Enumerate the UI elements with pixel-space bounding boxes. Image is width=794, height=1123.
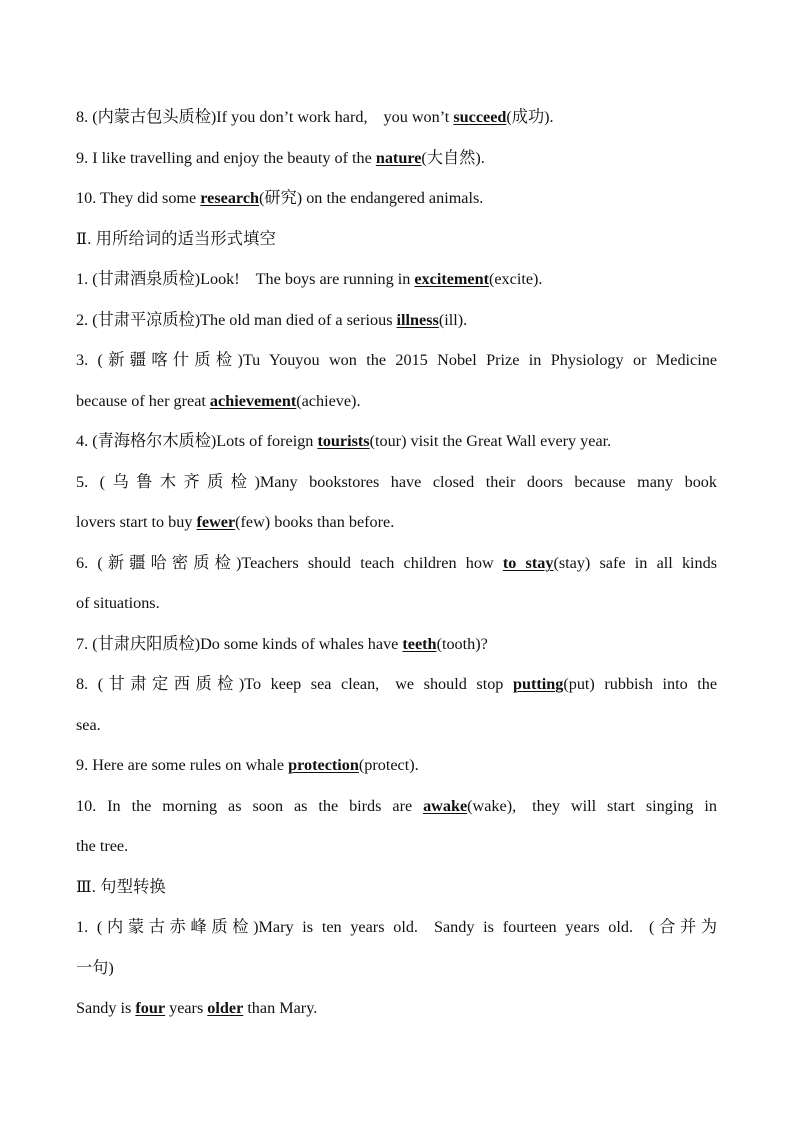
item-text: Look! [200,270,240,288]
item-text: we should stop [395,675,513,693]
item-number: 10. [76,796,97,815]
item-number: 6. [76,553,89,572]
exercise-item [76,259,717,300]
answer: protection [288,756,359,774]
item-source: (甘肃庆阳质检) [92,634,201,653]
item-number: 2. [76,310,89,329]
item-text: If you don’t work hard, [216,108,368,126]
item-text: The old man died of a serious [200,310,397,329]
answer: tourists [317,432,370,450]
exercise-item-continued [76,502,717,543]
exercise-item [76,543,717,584]
answer-line [76,988,717,1029]
item-text: (few) books than before. [235,513,395,531]
item-text: (wake), [467,796,517,815]
item-number: 1. [76,270,89,288]
exercise-item [76,745,717,786]
answer: excitement [414,270,489,288]
item-text: you won’t [383,108,454,126]
item-number: 8. [76,108,89,126]
answer: teeth [402,634,437,653]
answer: four [135,999,166,1017]
exercise-item [76,178,717,219]
exercise-item-continued: 一句) [76,958,114,977]
exercise-item-continued: of situations. [76,594,160,612]
exercise-item [76,624,717,665]
item-number: 4. [76,432,89,450]
exercise-item [76,907,717,948]
item-number: 3. [76,351,89,369]
item-instruction: (合并为 [649,918,718,936]
item-number: 5. [76,472,89,491]
section-title: Ⅲ. 句型转换 [76,877,166,896]
exercise-item-continued: sea. [76,715,101,734]
item-number: 10. [76,189,97,207]
exercise-item [76,340,717,381]
item-text: years [165,999,208,1017]
item-number: 9. [76,756,89,774]
item-source: (甘肃酒泉质检) [92,270,201,288]
exercise-item [76,97,717,138]
answer: fewer [196,513,236,531]
item-text: The boys are running in [255,270,415,288]
item-text: (tooth)? [436,634,488,653]
answer: research [200,189,260,207]
item-text: They did some [100,189,201,207]
item-text: (protect). [358,756,419,774]
exercise-item-continued [76,381,717,422]
exercise-item [76,421,717,462]
item-text: Teachers should teach children how [241,553,503,572]
item-number: 9. [76,148,89,167]
item-source: (内蒙古包头质检) [92,108,217,126]
item-text: In the morning as soon as the birds are [107,796,424,815]
item-text: (ill). [438,310,468,329]
item-text: (excite). [488,270,543,288]
item-text: (研究) on the endangered animals. [259,189,484,207]
answer: to stay [502,553,554,572]
item-text: than Mary. [243,999,318,1017]
item-text: Mary is ten years old. [258,918,418,936]
exercise-item [76,664,717,705]
answer: nature [375,148,422,167]
item-text: (成功). [506,108,554,126]
item-number: 7. [76,634,89,653]
item-text: I like travelling and enjoy the beauty of the [92,148,376,167]
item-text: Many bookstores have closed their doors because many book [259,472,717,491]
answer: succeed [453,108,507,126]
item-text: To keep sea clean, [244,675,380,693]
answer: awake [423,796,468,815]
item-source: (青海格尔木质检) [92,432,217,450]
answer: achievement [209,391,297,410]
item-source: (甘肃定西质检) [97,675,245,693]
answer: older [207,999,244,1017]
item-text: Lots of foreign [216,432,318,450]
item-text: Here are some rules on whale [92,756,289,774]
item-text: Sandy is [76,999,136,1017]
item-source: (甘肃平凉质检) [92,310,201,329]
answer: illness [396,310,439,329]
item-text: because of her great [76,391,210,410]
exercise-item [76,138,717,179]
item-text: (大自然). [421,148,485,167]
exercise-item [76,300,717,341]
item-text: they will start singing in [532,796,718,815]
item-number: 1. [76,918,89,936]
exercise-item-continued: the tree. [76,837,129,855]
item-source: (新疆哈密质检) [97,553,242,572]
item-text: Do some kinds of whales have [200,634,403,653]
item-text: lovers start to buy [76,513,197,531]
item-source: (内蒙古赤峰质检) [96,918,259,936]
item-source: (乌鲁木齐质检) [99,472,260,491]
section-title: Ⅱ. 用所给词的适当形式填空 [76,229,276,248]
item-text: (tour) visit the Great Wall every year. [369,432,612,450]
item-source: (新疆喀什质检) [97,351,243,369]
item-text: Sandy is fourteen years old. [433,918,633,936]
exercise-item [76,462,717,503]
item-number: 8. [76,675,89,693]
item-text: Tu Youyou won the 2015 Nobel Prize in Physiology or Medicine [242,351,718,369]
item-text: (achieve). [296,391,361,410]
item-text: (put) rubbish into the [563,675,718,693]
worksheet-page [76,97,717,1029]
item-text: (stay) safe in all kinds [553,553,718,572]
answer: putting [512,675,564,693]
exercise-item [76,786,717,827]
